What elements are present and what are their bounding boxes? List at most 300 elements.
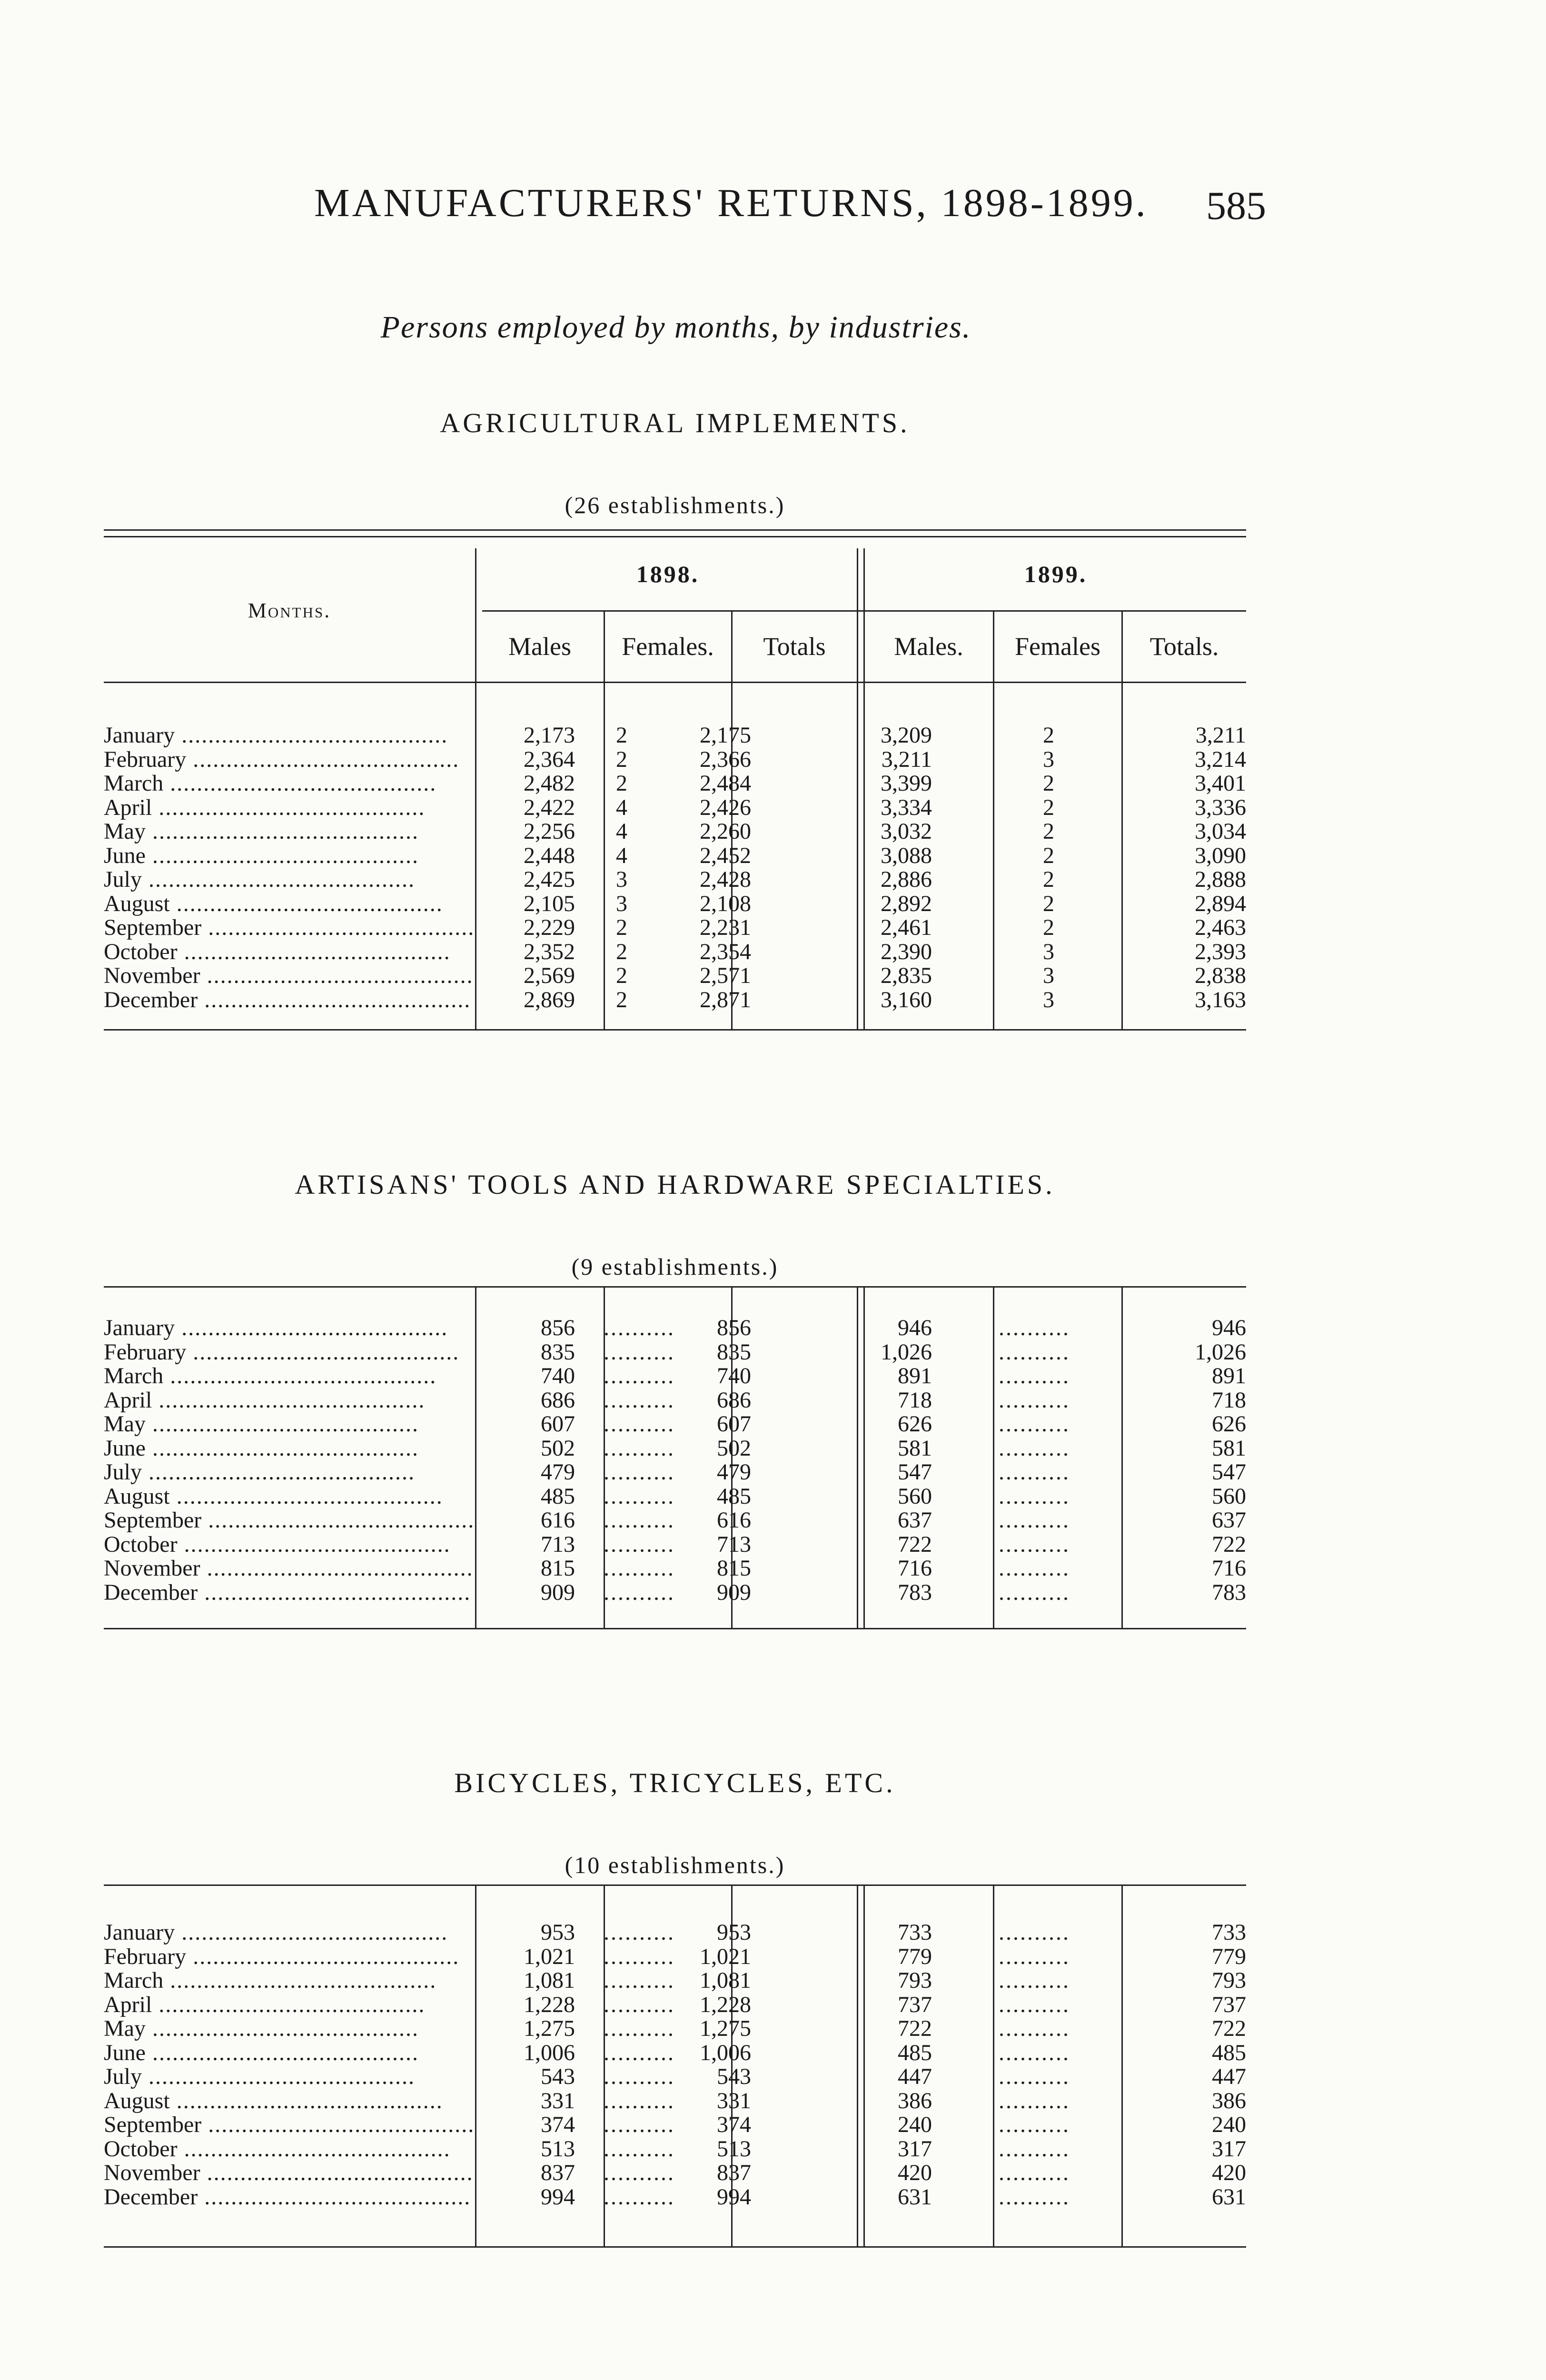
empty-cell-dots: .......... [999, 1436, 1070, 1460]
totals-1899-cell: 485 [1212, 2040, 1246, 2065]
dot-leader: ........................................ [200, 2161, 474, 2185]
females-1899-cell: 2 [1043, 723, 1054, 748]
empty-cell-dots: .......... [999, 1388, 1070, 1412]
table-row [104, 892, 1246, 916]
month-label: April [104, 795, 152, 820]
empty-cell-dots: .......... [604, 1532, 675, 1557]
dot-leader: ........................................ [186, 747, 460, 772]
month-cell [104, 1485, 475, 1509]
dot-leader: ........................................ [186, 1340, 460, 1364]
month-label: May [104, 820, 146, 844]
totals-1899-cell: 2,888 [1195, 867, 1246, 892]
females-1899-cell: 2 [1043, 794, 1054, 820]
males-1898-cell: 543 [541, 2064, 575, 2089]
empty-cell-dots: .......... [604, 1921, 675, 1945]
totals-1898-cell: 374 [717, 2112, 751, 2137]
males-1898-cell: 856 [541, 1315, 575, 1340]
empty-cell-dots: .......... [999, 1364, 1070, 1388]
table-row [104, 1557, 1246, 1581]
males-1898-cell: 502 [541, 1435, 575, 1461]
month-cell [104, 964, 475, 988]
month-label: August [104, 2089, 170, 2113]
females-1898-cell: 4 [616, 794, 627, 820]
totals-1899-cell: 317 [1212, 2136, 1246, 2162]
month-cell [104, 1969, 475, 1993]
males-1899-cell: 783 [898, 1579, 932, 1605]
table-row [104, 1460, 1246, 1485]
empty-cell-dots: .......... [604, 1388, 675, 1412]
males-1899-cell: 722 [898, 2016, 932, 2041]
males-1898-cell: 1,275 [524, 2016, 575, 2041]
males-1899-cell: 793 [898, 1968, 932, 1993]
month-cell [104, 2185, 475, 2210]
totals-1899-cell: 793 [1212, 1968, 1246, 1993]
empty-cell-dots: .......... [604, 1944, 675, 1969]
table-row [104, 916, 1246, 940]
page-header [305, 180, 1266, 237]
month-label: February [104, 1944, 187, 1969]
males-1899-cell: 3,209 [881, 723, 932, 748]
dot-leader: ........................................ [200, 964, 474, 988]
table-row [104, 2185, 1246, 2210]
empty-cell-dots: .......... [999, 1580, 1070, 1605]
totals-1898-cell: 1,275 [700, 2016, 751, 2041]
females-1899-cell: 2 [1043, 915, 1054, 940]
totals-1898-cell: 2,428 [700, 867, 751, 892]
month-label: October [104, 940, 178, 964]
females-1898-cell: 2 [616, 963, 627, 988]
empty-cell-dots: .......... [604, 2089, 675, 2113]
empty-cell-dots: .......... [999, 1921, 1070, 1945]
section-artisans-tools [104, 1169, 1246, 1638]
table-row [104, 988, 1246, 1012]
month-label: May [104, 2017, 146, 2041]
month-label: November [104, 964, 200, 988]
table-row [104, 1485, 1246, 1509]
empty-cell-dots: .......... [604, 1460, 675, 1485]
males-1899-cell: 779 [898, 1944, 932, 1969]
empty-cell-dots: .......... [999, 1508, 1070, 1533]
males-1899-cell: 891 [898, 1363, 932, 1388]
month-label: September [104, 1508, 202, 1533]
table-row [104, 844, 1246, 868]
dot-leader: ........................................ [177, 940, 451, 964]
month-cell [104, 796, 475, 820]
empty-cell-dots: .......... [999, 1969, 1070, 1993]
totals-1898-cell: 2,452 [700, 843, 751, 868]
empty-cell-dots: .......... [999, 1460, 1070, 1485]
month-cell [104, 1364, 475, 1388]
month-label: December [104, 1580, 198, 1605]
month-cell [104, 2065, 475, 2089]
males-1898-cell: 607 [541, 1411, 575, 1437]
dot-leader: ........................................ [145, 843, 419, 868]
dot-leader: ........................................ [198, 988, 471, 1012]
dot-leader: ........................................ [201, 916, 475, 940]
females-1899-cell: 2 [1043, 819, 1054, 844]
totals-1898-cell: 331 [717, 2088, 751, 2113]
dot-leader: ........................................ [163, 1969, 437, 1993]
males-1899-cell: 447 [898, 2064, 932, 2089]
females-1898-cell: 2 [616, 746, 627, 772]
table-row [104, 2089, 1246, 2113]
totals-1898-cell: 994 [717, 2184, 751, 2210]
month-label: June [104, 2041, 146, 2065]
month-cell [104, 2113, 475, 2137]
page-subtitle: Persons employed by months, by industries. [380, 310, 971, 345]
section-title: AGRICULTURAL IMPLEMENTS. [440, 407, 910, 438]
totals-1898-cell: 1,228 [700, 1992, 751, 2017]
empty-cell-dots: .......... [999, 1412, 1070, 1437]
totals-1898-header: Totals [763, 632, 826, 661]
table-row [104, 1437, 1246, 1461]
dot-leader: ........................................ [163, 1364, 437, 1388]
males-1898-cell: 2,869 [524, 987, 575, 1012]
table-row [104, 1921, 1246, 1945]
month-label: June [104, 1436, 146, 1460]
empty-cell-dots: .......... [604, 2065, 675, 2089]
males-1898-cell: 2,569 [524, 963, 575, 988]
totals-1899-cell: 2,838 [1195, 963, 1246, 988]
data-table [104, 1884, 1246, 2256]
month-label: April [104, 1388, 152, 1412]
totals-1899-cell: 718 [1212, 1387, 1246, 1413]
totals-1898-cell: 686 [717, 1387, 751, 1413]
males-1898-cell: 2,229 [524, 915, 575, 940]
males-1899-cell: 716 [898, 1556, 932, 1581]
totals-1899-cell: 2,463 [1195, 915, 1246, 940]
males-1899-cell: 737 [898, 1992, 932, 2017]
males-1898-cell: 1,006 [524, 2040, 575, 2065]
table-row [104, 1388, 1246, 1413]
dot-leader: ........................................ [142, 1460, 416, 1485]
month-cell [104, 2089, 475, 2113]
totals-1898-cell: 479 [717, 1459, 751, 1485]
males-1898-cell: 713 [541, 1531, 575, 1557]
empty-cell-dots: .......... [999, 1532, 1070, 1557]
table-row [104, 2137, 1246, 2162]
dot-leader: ........................................ [145, 820, 419, 844]
totals-1899-cell: 3,211 [1195, 723, 1246, 748]
dot-leader: ........................................ [198, 2185, 471, 2209]
males-1898-cell: 1,021 [524, 1944, 575, 1969]
empty-cell-dots: .......... [604, 1436, 675, 1460]
totals-1898-cell: 1,006 [700, 2040, 751, 2065]
dot-leader: ........................................ [201, 1508, 475, 1533]
males-1898-cell: 815 [541, 1556, 575, 1581]
empty-cell-dots: .......... [604, 1316, 675, 1340]
month-label: March [104, 772, 164, 796]
month-cell [104, 1508, 475, 1533]
males-1899-cell: 2,835 [881, 963, 932, 988]
table-row [104, 1969, 1246, 1993]
month-cell [104, 2017, 475, 2041]
month-cell [104, 892, 475, 916]
table-body [104, 1316, 1246, 1605]
females-1898-cell: 4 [616, 819, 627, 844]
month-cell [104, 748, 475, 772]
males-1899-cell: 2,892 [881, 891, 932, 916]
empty-cell-dots: .......... [604, 1364, 675, 1388]
dot-leader: ........................................ [142, 2065, 416, 2089]
page-number: 585 [1206, 184, 1266, 228]
males-1899-cell: 3,160 [881, 987, 932, 1012]
month-cell [104, 820, 475, 844]
totals-1899-cell: 581 [1212, 1435, 1246, 1461]
totals-1899-cell: 891 [1212, 1363, 1246, 1388]
females-1898-header: Females. [622, 632, 714, 661]
table-row [104, 2041, 1246, 2065]
month-label: December [104, 988, 198, 1012]
totals-1899-cell: 2,894 [1195, 891, 1246, 916]
males-1899-cell: 485 [898, 2040, 932, 2065]
empty-cell-dots: .......... [604, 1557, 675, 1581]
females-1899-cell: 2 [1043, 891, 1054, 916]
month-label: July [104, 868, 142, 892]
males-1899-cell: 3,334 [881, 794, 932, 820]
males-1899-cell: 631 [898, 2184, 932, 2210]
table-body [104, 1921, 1246, 2209]
males-1899-cell: 2,461 [881, 915, 932, 940]
months-column-header: Months. [248, 599, 331, 622]
dot-leader: ........................................ [175, 1921, 448, 1945]
females-1899-cell: 2 [1043, 771, 1054, 796]
empty-cell-dots: .......... [999, 1944, 1070, 1969]
totals-1898-cell: 2,484 [700, 771, 751, 796]
dot-leader: ........................................ [145, 2017, 419, 2041]
totals-1898-cell: 909 [717, 1579, 751, 1605]
females-1898-cell: 2 [616, 987, 627, 1012]
month-label: January [104, 724, 175, 748]
empty-cell-dots: .......... [604, 2041, 675, 2065]
females-1899-header: Females [1015, 632, 1100, 661]
empty-cell-dots: .......... [999, 1340, 1070, 1364]
males-1898-cell: 909 [541, 1579, 575, 1605]
month-label: November [104, 1557, 200, 1581]
totals-1898-cell: 2,175 [700, 723, 751, 748]
totals-1899-cell: 722 [1212, 1531, 1246, 1557]
month-label: September [104, 916, 202, 940]
totals-1899-cell: 722 [1212, 2016, 1246, 2041]
totals-1898-cell: 2,871 [700, 987, 751, 1012]
males-1899-cell: 386 [898, 2088, 932, 2113]
totals-1899-cell: 1,026 [1195, 1339, 1246, 1365]
males-1898-cell: 835 [541, 1339, 575, 1365]
totals-1898-cell: 2,260 [700, 819, 751, 844]
males-1898-cell: 686 [541, 1387, 575, 1413]
table-row [104, 2017, 1246, 2041]
empty-cell-dots: .......... [999, 2113, 1070, 2137]
males-1899-cell: 2,886 [881, 867, 932, 892]
month-cell [104, 1533, 475, 1557]
males-1898-cell: 2,425 [524, 867, 575, 892]
section-title: ARTISANS' TOOLS AND HARDWARE SPECIALTIES. [295, 1169, 1055, 1200]
females-1898-cell: 2 [616, 771, 627, 796]
month-cell [104, 1921, 475, 1945]
month-cell [104, 916, 475, 940]
dot-leader: ........................................ [152, 1388, 426, 1412]
dot-leader: ........................................ [169, 1484, 443, 1508]
table-row [104, 748, 1246, 772]
empty-cell-dots: .......... [604, 1508, 675, 1533]
empty-cell-dots: .......... [999, 2017, 1070, 2041]
dot-leader: ........................................ [177, 1532, 451, 1557]
females-1899-cell: 2 [1043, 843, 1054, 868]
month-cell [104, 2137, 475, 2162]
totals-1899-cell: 733 [1212, 1920, 1246, 1945]
females-1899-cell: 3 [1043, 963, 1054, 988]
totals-1899-cell: 3,214 [1195, 746, 1246, 772]
empty-cell-dots: .......... [604, 2185, 675, 2209]
month-cell [104, 1437, 475, 1461]
dot-leader: ........................................ [152, 795, 426, 820]
totals-1899-cell: 560 [1212, 1483, 1246, 1509]
males-1899-cell: 733 [898, 1920, 932, 1945]
totals-1898-cell: 740 [717, 1363, 751, 1388]
totals-1898-cell: 713 [717, 1531, 751, 1557]
males-1899-header: Males. [894, 632, 963, 661]
empty-cell-dots: .......... [999, 2137, 1070, 2161]
males-1898-cell: 2,352 [524, 939, 575, 964]
section-bicycles [104, 1767, 1246, 2256]
females-1899-cell: 2 [1043, 867, 1054, 892]
dot-leader: ........................................ [200, 1557, 474, 1581]
month-label: November [104, 2161, 200, 2185]
males-1899-cell: 3,088 [881, 843, 932, 868]
empty-cell-dots: .......... [999, 2089, 1070, 2113]
section-establishments: (9 establishments.) [571, 1253, 779, 1280]
males-1899-cell: 3,032 [881, 819, 932, 844]
totals-1898-cell: 513 [717, 2136, 751, 2162]
males-1898-cell: 331 [541, 2088, 575, 2113]
dot-leader: ........................................ [145, 1436, 419, 1460]
month-label: December [104, 2185, 198, 2209]
month-label: June [104, 843, 146, 868]
month-label: April [104, 1993, 152, 2017]
males-1899-cell: 317 [898, 2136, 932, 2162]
empty-cell-dots: .......... [604, 1484, 675, 1508]
males-1898-cell: 994 [541, 2184, 575, 2210]
month-label: January [104, 1316, 175, 1340]
month-label: January [104, 1921, 175, 1945]
empty-cell-dots: .......... [604, 1969, 675, 1993]
totals-1898-cell: 856 [717, 1315, 751, 1340]
month-label: August [104, 892, 170, 916]
totals-1898-cell: 815 [717, 1556, 751, 1581]
dot-leader: ........................................ [163, 772, 437, 796]
dot-leader: ........................................ [169, 892, 443, 916]
table-row [104, 1581, 1246, 1605]
totals-1899-cell: 3,034 [1195, 819, 1246, 844]
males-1899-cell: 420 [898, 2160, 932, 2185]
table-row [104, 940, 1246, 964]
males-1898-cell: 2,256 [524, 819, 575, 844]
totals-1898-cell: 2,571 [700, 963, 751, 988]
males-1899-cell: 1,026 [881, 1339, 932, 1365]
month-cell [104, 772, 475, 796]
totals-1898-cell: 543 [717, 2064, 751, 2089]
females-1898-cell: 4 [616, 843, 627, 868]
males-1899-cell: 240 [898, 2112, 932, 2137]
month-cell [104, 2161, 475, 2185]
table-row [104, 964, 1246, 988]
males-1899-cell: 722 [898, 1531, 932, 1557]
totals-1899-cell: 420 [1212, 2160, 1246, 2185]
table-row [104, 772, 1246, 796]
totals-1898-cell: 1,021 [700, 1944, 751, 1969]
table-row [104, 868, 1246, 892]
dot-leader: ........................................ [186, 1944, 460, 1969]
males-1898-cell: 485 [541, 1483, 575, 1509]
section-title: BICYCLES, TRICYCLES, ETC. [454, 1767, 896, 1798]
table-row [104, 1993, 1246, 2017]
table-row [104, 1945, 1246, 1969]
males-1898-header: Males [508, 632, 571, 661]
month-label: August [104, 1484, 170, 1508]
table-row [104, 2065, 1246, 2089]
month-label: July [104, 1460, 142, 1485]
month-cell [104, 1557, 475, 1581]
year-1898-header: 1898. [636, 561, 700, 587]
table-body [104, 724, 1246, 1012]
males-1899-cell: 626 [898, 1411, 932, 1437]
empty-cell-dots: .......... [604, 2161, 675, 2185]
females-1899-cell: 3 [1043, 987, 1054, 1012]
males-1898-cell: 2,364 [524, 746, 575, 772]
males-1898-cell: 2,448 [524, 843, 575, 868]
month-cell [104, 1316, 475, 1340]
table-row [104, 820, 1246, 844]
totals-1899-cell: 240 [1212, 2112, 1246, 2137]
males-1898-cell: 1,228 [524, 1992, 575, 2017]
empty-cell-dots: .......... [999, 1316, 1070, 1340]
dot-leader: ........................................ [177, 2137, 451, 2161]
males-1899-cell: 560 [898, 1483, 932, 1509]
month-cell [104, 724, 475, 748]
month-cell [104, 868, 475, 892]
year-1899-header: 1899. [1024, 561, 1088, 587]
table-row [104, 1316, 1246, 1340]
empty-cell-dots: .......... [999, 2065, 1070, 2089]
month-cell [104, 2041, 475, 2065]
totals-1899-cell: 946 [1212, 1315, 1246, 1340]
totals-1899-cell: 737 [1212, 1992, 1246, 2017]
males-1899-cell: 946 [898, 1315, 932, 1340]
totals-1898-cell: 837 [717, 2160, 751, 2185]
table-row [104, 1412, 1246, 1437]
dot-leader: ........................................ [169, 2089, 443, 2113]
females-1899-cell: 3 [1043, 746, 1054, 772]
data-table [104, 529, 1246, 1043]
empty-cell-dots: .......... [999, 2185, 1070, 2209]
table-row [104, 1364, 1246, 1388]
dot-leader: ........................................ [201, 2113, 475, 2137]
totals-1899-cell: 783 [1212, 1579, 1246, 1605]
running-title: MANUFACTURERS' RETURNS, 1898-1899. [314, 181, 1148, 225]
males-1898-cell: 479 [541, 1459, 575, 1485]
empty-cell-dots: .......... [604, 1993, 675, 2017]
month-label: February [104, 747, 187, 772]
month-cell [104, 844, 475, 868]
dot-leader: ........................................ [175, 724, 448, 748]
table-row [104, 796, 1246, 820]
dot-leader: ........................................ [145, 2041, 419, 2065]
males-1898-cell: 740 [541, 1363, 575, 1388]
females-1898-cell: 2 [616, 723, 627, 748]
males-1898-cell: 2,173 [524, 723, 575, 748]
totals-1899-cell: 386 [1212, 2088, 1246, 2113]
totals-1898-cell: 2,231 [700, 915, 751, 940]
